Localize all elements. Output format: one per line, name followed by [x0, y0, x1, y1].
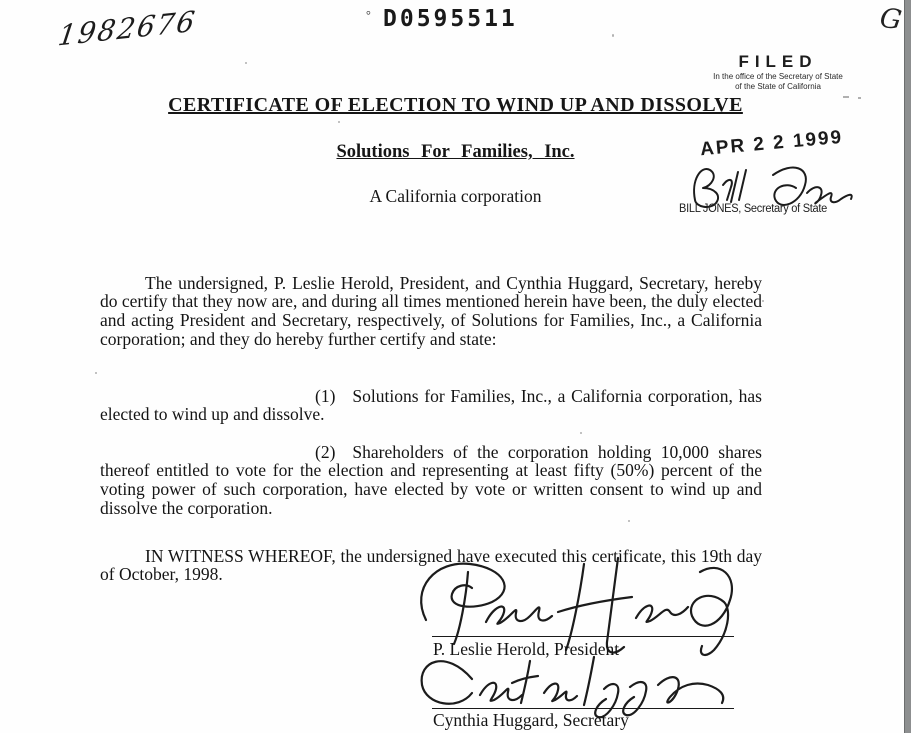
- company-name: Solutions For Families, Inc.: [336, 142, 575, 162]
- secretary-of-state-caption: BILL JONES, Secretary of State: [679, 203, 828, 215]
- filed-stamp-word: FILED: [738, 52, 818, 71]
- filed-stamp-line1: In the office of the Secretary of State: [713, 72, 843, 81]
- stamp-prefix-mark: °: [366, 8, 371, 22]
- item-1-number: (1): [315, 385, 336, 406]
- huggard-signature-line: [432, 708, 734, 709]
- herold-signature-label: P. Leslie Herold, President: [433, 639, 620, 659]
- item-2-number: (2): [315, 441, 336, 462]
- handwritten-corner-mark: G: [877, 2, 904, 37]
- filing-date-stamp: APR 2 2 1999: [699, 126, 844, 161]
- item-2-text: Shareholders of the corporation holding 10,000 shares thereof entitled to vote for the election and representing at least fifty (50%) percent of the voting power of such corporation, have elected by vote or written consent to wind up and dissolve the corporation.: [100, 441, 762, 518]
- item-1-text: Solutions for Families, Inc., a California corporation, has elected to wind up and dissolve.: [100, 385, 762, 425]
- filed-stamp-line2: of the State of California: [735, 82, 821, 91]
- witness-paragraph: IN WITNESS WHEREOF, the undersigned have executed this certificate, this 19th day of October, 1998.: [100, 545, 762, 585]
- document-title: CERTIFICATE OF ELECTION TO WIND UP AND DISSOLVE: [168, 94, 743, 116]
- company-type: A California corporation: [369, 186, 542, 206]
- handwritten-file-number: 1982676: [56, 4, 199, 53]
- certification-item-2: [100, 443, 762, 518]
- intro-paragraph: The undersigned, P. Leslie Herold, President, and Cynthia Huggard, Secretary, hereby do certify that they now are, and during all times mentioned herein have been, the duly elected and acting President and Secretary, respectively, of Solutions for Families, Inc., a California corporation; and they do hereby further certify and state:: [100, 272, 762, 349]
- document-stamp-number: D0595511: [383, 6, 518, 32]
- certification-item-1: [100, 387, 762, 425]
- filed-stamp: [694, 52, 862, 92]
- huggard-signature-label: Cynthia Huggard, Secretary: [433, 710, 629, 730]
- herold-signature-line: [432, 636, 734, 637]
